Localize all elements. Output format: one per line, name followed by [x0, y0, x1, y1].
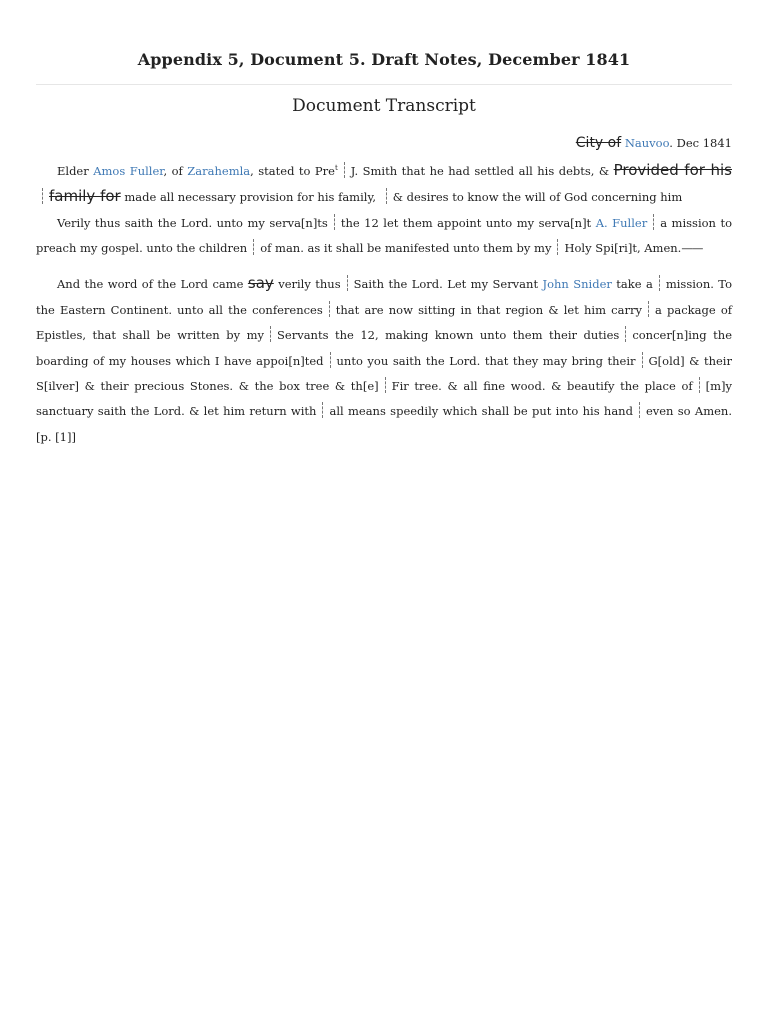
- struck-text: family for: [49, 187, 121, 206]
- paragraph-2: [36, 211, 732, 262]
- line-break-marker: [639, 402, 640, 418]
- person-link-amos-fuller[interactable]: Amos Fuller: [93, 163, 164, 178]
- text-run: of man. as it shall be manifested unto them by my: [260, 241, 552, 256]
- text-run: Servants the 12, making known unto them their duties: [277, 328, 620, 343]
- line-break-marker: [699, 377, 700, 393]
- place-link-nauvoo[interactable]: Nauvoo: [624, 136, 670, 150]
- title-divider: [36, 84, 732, 85]
- text-run: the 12 let them appoint unto my serva[n]t: [340, 215, 596, 230]
- line-break-marker: [625, 326, 626, 342]
- line-break-marker: [385, 377, 386, 393]
- superscript: t: [334, 164, 338, 172]
- text-run: , stated to Pre: [250, 163, 335, 178]
- text-run: Holy Spi[ri]t, Amen.: [564, 241, 682, 256]
- dash-rule: ——: [681, 241, 703, 256]
- line-break-marker: [347, 275, 348, 291]
- text-run: , of: [163, 163, 188, 178]
- line-break-marker: [42, 188, 43, 204]
- line-break-marker: [329, 301, 330, 317]
- dateline: [36, 130, 732, 156]
- line-break-marker: [648, 301, 649, 317]
- place-link-zarahemla[interactable]: Zarahemla: [187, 163, 251, 178]
- text-run: a mission to preach my gospel. unto the children: [36, 215, 732, 256]
- text-run: Saith the Lord. Let my Servant: [353, 277, 543, 292]
- line-break-marker: [557, 239, 558, 255]
- line-break-marker: [253, 239, 254, 255]
- struck-text: City of: [575, 135, 622, 151]
- section-heading: Document Transcript: [292, 96, 476, 116]
- person-link-john-snider[interactable]: John Snider: [542, 277, 612, 292]
- line-break-marker: [659, 275, 660, 291]
- text-run: mission. To the Eastern Continent. unto all the conferences: [36, 277, 732, 317]
- struck-text: Provided for his: [613, 160, 732, 179]
- struck-text: say: [247, 274, 274, 293]
- text-run: a package of Epistles, that shall be written by my: [36, 302, 732, 343]
- text-run: take a: [611, 277, 653, 292]
- line-break-marker: [344, 162, 345, 178]
- dateline-date: . Dec 1841: [669, 136, 732, 150]
- text-run: G[old] & their S[ilver] & their precious Stones. & the box tree & th[e]: [36, 353, 732, 394]
- text-run: [m]y sanctuary saith the Lord. & let him return with: [36, 379, 732, 419]
- line-break-marker: [334, 214, 335, 230]
- text-run: concer[n]ing the boarding of my houses which I have appoi[n]ted: [36, 328, 732, 368]
- paragraph-3: [36, 271, 732, 450]
- paragraph-gap: [36, 261, 732, 271]
- line-break-marker: [270, 326, 271, 342]
- text-run: Elder: [57, 163, 94, 178]
- text-run: all means speedily which shall be put into his hand: [329, 404, 633, 419]
- text-run: unto you saith the Lord. that they may bring their: [336, 353, 636, 368]
- text-run: & desires to know the will of God concerning him: [392, 190, 683, 205]
- text-run: verily thus: [273, 277, 341, 292]
- line-break-marker: [330, 352, 331, 368]
- text-run: Verily thus saith the Lord. unto my serva[n]ts: [57, 215, 328, 230]
- page-title: Appendix 5, Document 5. Draft Notes, December 1841: [137, 50, 631, 69]
- text-run: And the word of the Lord came: [57, 277, 248, 292]
- text-run: even so Amen. [p. [1]]: [36, 404, 732, 444]
- line-break-marker: [642, 352, 643, 368]
- text-run: that are now sitting in that region & let him carry: [335, 302, 642, 317]
- text-run: J. Smith that he had settled all his debts, &: [350, 163, 614, 178]
- text-run: made all necessary provision for his family,: [120, 190, 380, 205]
- line-break-marker: [653, 214, 654, 230]
- transcript-body: [36, 130, 732, 450]
- line-break-marker: [386, 188, 387, 204]
- person-link-a-fuller[interactable]: A. Fuller: [595, 215, 648, 230]
- paragraph-1: [36, 156, 732, 211]
- text-run: Fir tree. & all fine wood. & beautify the place of: [391, 379, 693, 394]
- line-break-marker: [322, 402, 323, 418]
